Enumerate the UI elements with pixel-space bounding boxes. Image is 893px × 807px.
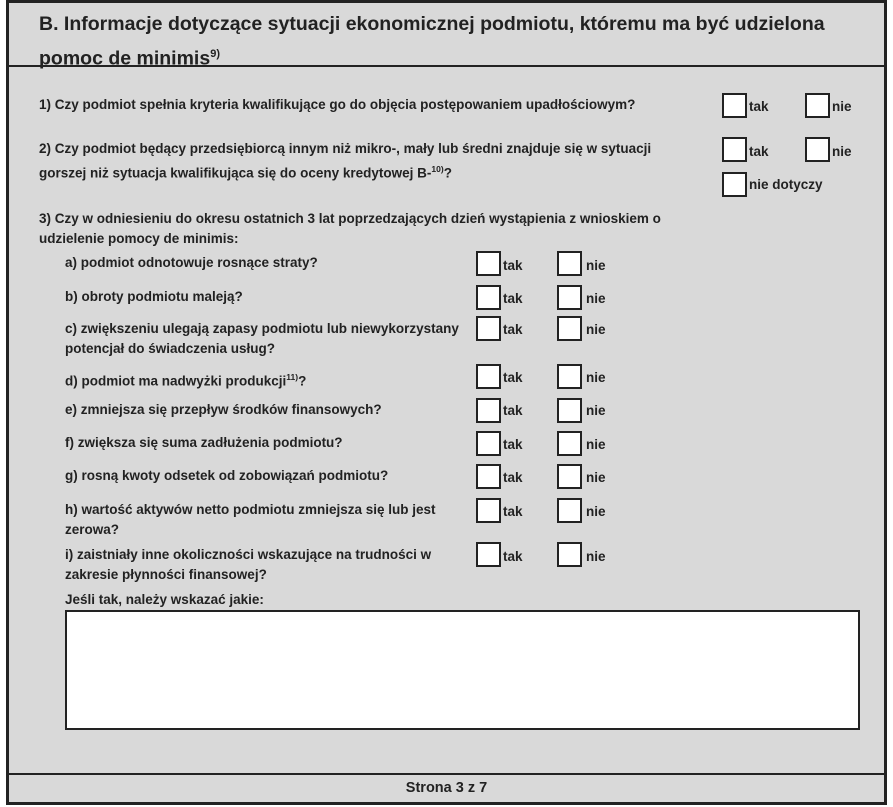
q3c-text bbox=[65, 319, 459, 359]
q2-yes-label: tak bbox=[749, 144, 769, 159]
q1-yes-checkbox[interactable] bbox=[722, 93, 747, 118]
q3h-line-2: zerowa? bbox=[65, 522, 120, 537]
q3g-yes-checkbox[interactable] bbox=[476, 464, 501, 489]
q3h-text bbox=[65, 500, 436, 540]
section-header bbox=[9, 3, 884, 70]
q3c-no-label: nie bbox=[586, 322, 606, 337]
q2-no-label: nie bbox=[832, 144, 852, 159]
q3f-yes-label: tak bbox=[503, 437, 523, 452]
q3d-no-checkbox[interactable] bbox=[557, 364, 582, 389]
q3b-no-checkbox[interactable] bbox=[557, 285, 582, 310]
q1-no-label: nie bbox=[832, 99, 852, 114]
q1-yes-label: tak bbox=[749, 99, 769, 114]
question-3-text bbox=[39, 209, 661, 249]
question-2-text bbox=[39, 139, 651, 184]
q3e-no-label: nie bbox=[586, 403, 606, 418]
q3e-yes-label: tak bbox=[503, 403, 523, 418]
q3i-text bbox=[65, 545, 431, 585]
q3e-yes-checkbox[interactable] bbox=[476, 398, 501, 423]
footnote-ref: 11) bbox=[286, 372, 299, 382]
q3d-yes-label: tak bbox=[503, 370, 523, 385]
q3h-no-label: nie bbox=[586, 504, 606, 519]
q3i-line-2: zakresie płynności finansowej? bbox=[65, 567, 267, 582]
q3f-no-checkbox[interactable] bbox=[557, 431, 582, 456]
q3c-line-1: c) zwiększeniu ulegają zapasy podmiotu lub niewykorzystany bbox=[65, 321, 459, 336]
q3i-no-checkbox[interactable] bbox=[557, 542, 582, 567]
q3g-no-label: nie bbox=[586, 470, 606, 485]
q3g-yes-label: tak bbox=[503, 470, 523, 485]
q3b-text: b) obroty podmiotu maleją? bbox=[65, 289, 243, 304]
q1-no-checkbox[interactable] bbox=[805, 93, 830, 118]
q3b-yes-checkbox[interactable] bbox=[476, 285, 501, 310]
footnote-ref: 9) bbox=[210, 48, 220, 60]
q3i-yes-label: tak bbox=[503, 549, 523, 564]
q3g-no-checkbox[interactable] bbox=[557, 464, 582, 489]
q3f-text: f) zwiększa się suma zadłużenia podmiotu? bbox=[65, 435, 343, 450]
q3d-text: d) podmiot ma nadwyżki produkcji$^{11)}$? bbox=[65, 372, 307, 389]
q3h-yes-checkbox[interactable] bbox=[476, 498, 501, 523]
q2-na-checkbox[interactable] bbox=[722, 172, 747, 197]
footnote-ref: 10) bbox=[431, 164, 444, 174]
question-3-line-1: 3) Czy w odniesieniu do okresu ostatnich 3 lat poprzedzających dzień wystąpienia z wnioskiem o bbox=[39, 211, 661, 226]
q3c-no-checkbox[interactable] bbox=[557, 316, 582, 341]
q3d-no-label: nie bbox=[586, 370, 606, 385]
q3e-no-checkbox[interactable] bbox=[557, 398, 582, 423]
q3f-yes-checkbox[interactable] bbox=[476, 431, 501, 456]
page-footer bbox=[9, 773, 884, 804]
q2-yes-checkbox[interactable] bbox=[722, 137, 747, 162]
q3a-yes-checkbox[interactable] bbox=[476, 251, 501, 276]
q3d-yes-checkbox[interactable] bbox=[476, 364, 501, 389]
q3h-line-1: h) wartość aktywów netto podmiotu zmniejsza się lub jest bbox=[65, 502, 436, 517]
q2-na-label: nie dotyczy bbox=[749, 177, 823, 192]
q3e-text: e) zmniejsza się przepływ środków finansowych? bbox=[65, 402, 382, 417]
q3i-no-label: nie bbox=[586, 549, 606, 564]
question-2-line-2: gorszej niż sytuacja kwalifikująca się do oceny kredytowej B-$^{10)}$? bbox=[39, 164, 452, 181]
question-2-line-1: 2) Czy podmiot będący przedsiębiorcą innym niż mikro-, mały lub średni znajduje się w sytuacji bbox=[39, 141, 652, 156]
q3b-no-label: nie bbox=[586, 291, 606, 306]
question-1-text: 1) Czy podmiot spełnia kryteria kwalifikujące go do objęcia postępowaniem upadłościowym? bbox=[39, 97, 636, 112]
q3c-line-2: potencjał do świadczenia usług? bbox=[65, 341, 276, 356]
q3h-no-checkbox[interactable] bbox=[557, 498, 582, 523]
form-section-b bbox=[6, 0, 887, 805]
q3i-line-1: i) zaistniały inne okoliczności wskazujące na trudności w bbox=[65, 547, 432, 562]
q3c-yes-label: tak bbox=[503, 322, 523, 337]
q3a-yes-label: tak bbox=[503, 258, 523, 273]
q3a-no-label: nie bbox=[586, 258, 606, 273]
details-textarea[interactable] bbox=[65, 610, 860, 730]
q3a-text: a) podmiot odnotowuje rosnące straty? bbox=[65, 255, 318, 270]
q2-no-checkbox[interactable] bbox=[805, 137, 830, 162]
q3f-no-label: nie bbox=[586, 437, 606, 452]
q3g-text: g) rosną kwoty odsetek od zobowiązań podmiotu? bbox=[65, 468, 389, 483]
q3h-yes-label: tak bbox=[503, 504, 523, 519]
page-number: Strona 3 z 7 bbox=[405, 780, 488, 796]
q3c-yes-checkbox[interactable] bbox=[476, 316, 501, 341]
question-3-line-2: udzielenie pomocy de minimis: bbox=[39, 231, 239, 246]
q3a-no-checkbox[interactable] bbox=[557, 251, 582, 276]
q3i-yes-checkbox[interactable] bbox=[476, 542, 501, 567]
section-title: B. Informacje dotyczące sytuacji ekonomicznej podmiotu, któremu ma być udzielona pomoc de minimis$^{9)}$ bbox=[39, 13, 825, 70]
followup-prompt: Jeśli tak, należy wskazać jakie: bbox=[65, 592, 264, 607]
q3b-yes-label: tak bbox=[503, 291, 523, 306]
